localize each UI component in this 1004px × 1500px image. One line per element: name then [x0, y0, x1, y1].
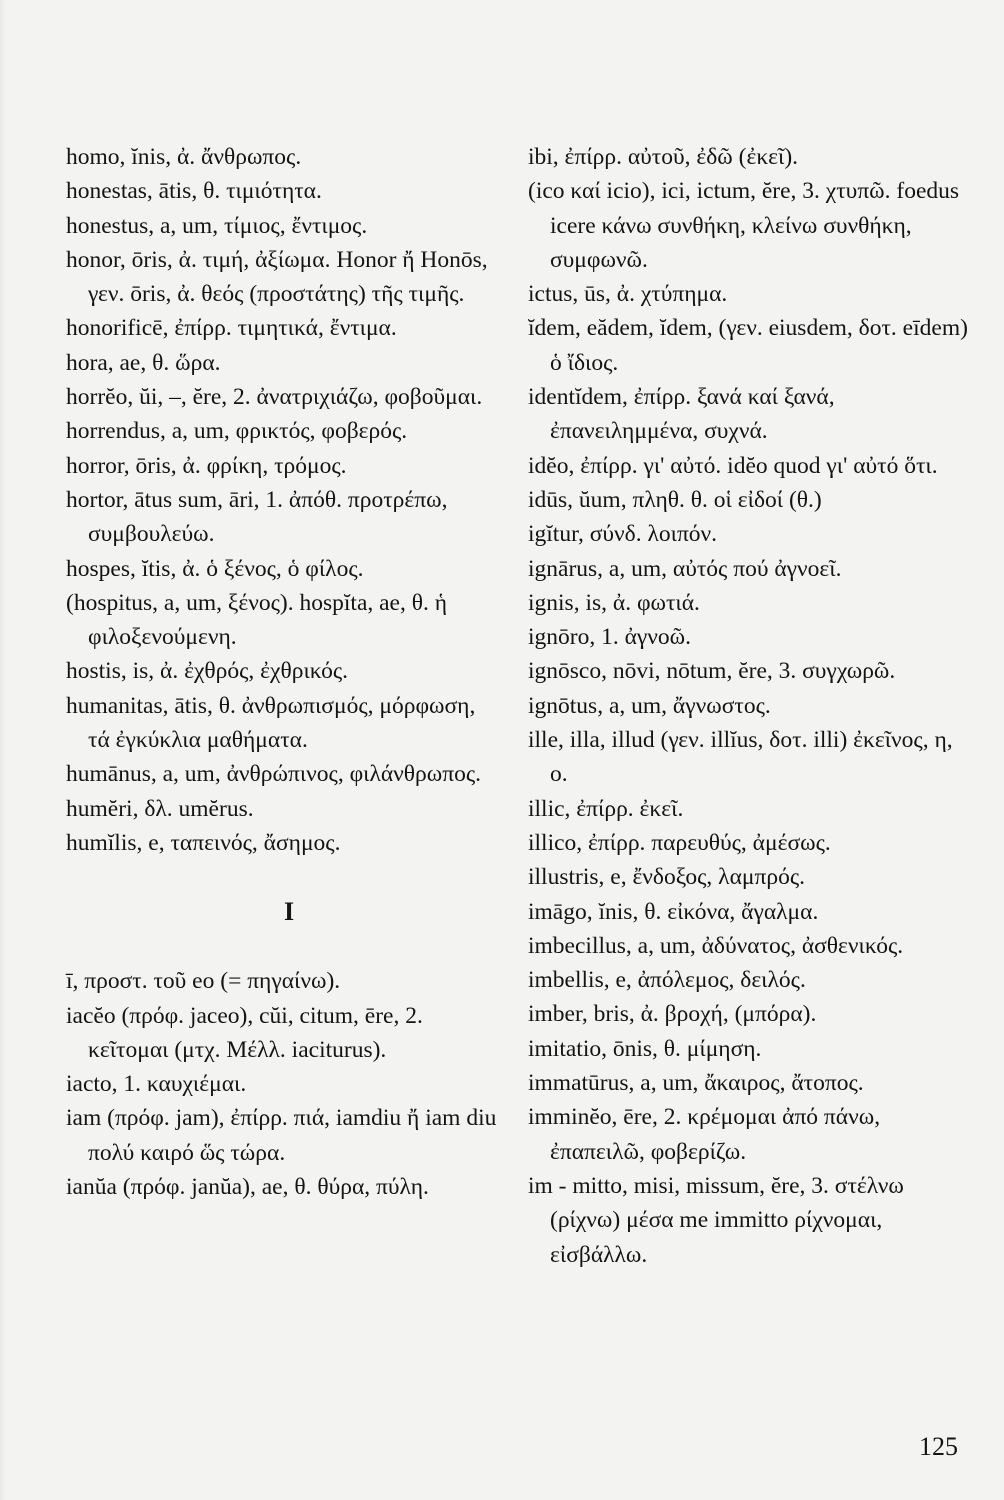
- dictionary-entry: ignōro, 1. ἀγνοῶ.: [528, 624, 692, 651]
- dictionary-entry: ille, illa, illud (γεν. illĭus, δοτ. illi) ἐκεῖνος, η, ο.: [528, 727, 953, 788]
- dictionary-entry: humĕri, δλ. umĕrus.: [66, 795, 254, 822]
- dictionary-entry: illico, ἐπίρρ. παρευθύς, ἀμέσως.: [528, 829, 831, 856]
- dictionary-entry: horrendus, a, um, φρικτός, φοβερός.: [66, 418, 408, 445]
- dictionary-entry: homo, ĭnis, ἀ. ἄνθρωπος.: [66, 144, 302, 170]
- dictionary-entry: horrĕo, ŭi, –, ĕre, 2. ἀνατριχιάζω, φοβοῦμαι.: [66, 384, 483, 411]
- dictionary-entry: humĭlis, e, ταπεινός, ἄσημος.: [66, 829, 341, 856]
- dictionary-entry: illustris, e, ἔνδοξος, λαμπρός.: [528, 864, 805, 891]
- page-gutter-shadow: [0, 0, 6, 1500]
- dictionary-entry: idĕo, ἐπίρρ. γι' αὐτό. idĕo quod γι' αὐτό ὅτι.: [528, 452, 938, 479]
- dictionary-entry: immatūrus, a, um, ἄκαιρος, ἄτοπος.: [528, 1070, 864, 1097]
- page-number: 125: [919, 1432, 958, 1461]
- dictionary-entry: ignārus, a, um, αὐτός πού ἀγνοεῖ.: [528, 555, 842, 582]
- dictionary-entry: hora, ae, θ. ὥρα.: [66, 349, 221, 376]
- dictionary-entry: ignōsco, nōvi, nōtum, ĕre, 3. συγχωρῶ.: [528, 658, 896, 685]
- dictionary-entry: ictus, ūs, ἀ. χτύπημα.: [528, 281, 728, 308]
- dictionary-entry: (ico καί icio), ici, ictum, ĕre, 3. χτυπῶ. foedus icere κάνω συνθήκη, κλείνω συνθήκη, συμφωνῶ.: [528, 178, 960, 273]
- dictionary-entry: humānus, a, um, ἀνθρώπινος, φιλάνθρωπος.: [66, 761, 482, 788]
- dictionary-entry: iacto, 1. καυχιέμαι.: [66, 1071, 247, 1098]
- dictionary-entry: imāgo, ĭnis, θ. εἰκόνα, ἄγαλμα.: [528, 898, 819, 925]
- dictionary-entry: honor, ōris, ἀ. τιμή, ἀξίωμα. Honor ἤ Honōs, γεν. ōris, ἀ. θεός (προστάτης) τῆς τιμῆς.: [66, 246, 488, 308]
- dictionary-entry: hostis, is, ἀ. ἐχθρός, ἐχθρικός.: [66, 658, 349, 685]
- dictionary-entry: horror, ōris, ἀ. φρίκη, τρόμος.: [66, 452, 347, 479]
- dictionary-entry: ī, προστ. τοῦ eo (= πηγαίνω).: [66, 968, 341, 995]
- dictionary-entry: imber, bris, ἀ. βροχή, (μπόρα).: [528, 1001, 817, 1028]
- dictionary-entry: hortor, ātus sum, āri, 1. ἀπόθ. προτρέπω, συμβουλεύω.: [66, 486, 448, 548]
- dictionary-entry: ĭdem, eădem, ĭdem, (γεν. eiusdem, δοτ. eīdem) ὁ ἴδιος.: [528, 315, 968, 376]
- dictionary-entry: iacĕo (πρόφ. jaceo), cŭi, citum, ēre, 2. κεῖτομαι (μτχ. Μέλλ. iaciturus).: [66, 1002, 423, 1063]
- dictionary-entry: imbecillus, a, um, ἀδύνατος, ἀσθενικός.: [528, 932, 904, 959]
- letter-section-heading: I: [284, 897, 295, 927]
- dictionary-entry: honorificē, ἐπίρρ. τιμητικά, ἔντιμα.: [66, 315, 397, 342]
- dictionary-entry: ianŭa (πρόφ. janŭa), ae, θ. θύρα, πύλη.: [66, 1174, 429, 1201]
- dictionary-entry: honestus, a, um, τίμιος, ἔντιμος.: [66, 212, 368, 239]
- dictionary-entry: imitatio, ōnis, θ. μίμηση.: [528, 1035, 762, 1062]
- dictionary-entry: imbellis, e, ἀπόλεμος, δειλός.: [528, 967, 806, 994]
- dictionary-entry: hospes, ĭtis, ἀ. ὁ ξένος, ὁ φίλος.: [66, 555, 364, 582]
- left-column: [66, 140, 498, 1204]
- dictionary-entry: honestas, ātis, θ. τιμιότητα.: [66, 178, 322, 205]
- dictionary-entry: (hospitus, a, um, ξένος). hospĭta, ae, θ. ἡ φιλοξενούμενη.: [66, 589, 448, 651]
- dictionary-entry: humanitas, ātis, θ. ἀνθρωπισμός, μόρφωση, τά ἐγκύκλια μαθήματα.: [66, 692, 476, 754]
- dictionary-entry: igĭtur, σύνδ. λοιπόν.: [528, 521, 718, 548]
- dictionary-entry: ignōtus, a, um, ἄγνωστος.: [528, 692, 771, 719]
- dictionary-entry: illic, ἐπίρρ. ἐκεῖ.: [528, 795, 684, 822]
- right-column: [528, 140, 968, 1272]
- dictionary-entry: im - mitto, misi, missum, ĕre, 3. στέλνω (ρίχνω) μέσα me immitto ρίχνομαι, εἰσβάλλω.: [528, 1172, 904, 1268]
- dictionary-entry: ibi, ἐπίρρ. αὐτοῦ, ἐδῶ (ἐκεῖ).: [528, 144, 799, 170]
- dictionary-entry: identĭdem, ἐπίρρ. ξανά καί ξανά, ἐπανειλημμένα, συχνά.: [528, 384, 835, 445]
- dictionary-entry: imminĕo, ēre, 2. κρέμομαι ἀπό πάνω, ἐπαπειλῶ, φοβερίζω.: [528, 1104, 881, 1165]
- dictionary-entry: ignis, is, ἀ. φωτιά.: [528, 589, 700, 616]
- dictionary-entry: idūs, ŭum, πληθ. θ. οἱ εἰδοί (θ.): [528, 486, 822, 513]
- dictionary-entry: iam (πρόφ. jam), ἐπίρρ. πιά, iamdiu ἤ iam diu πολύ καιρό ὥς τώρα.: [66, 1105, 497, 1166]
